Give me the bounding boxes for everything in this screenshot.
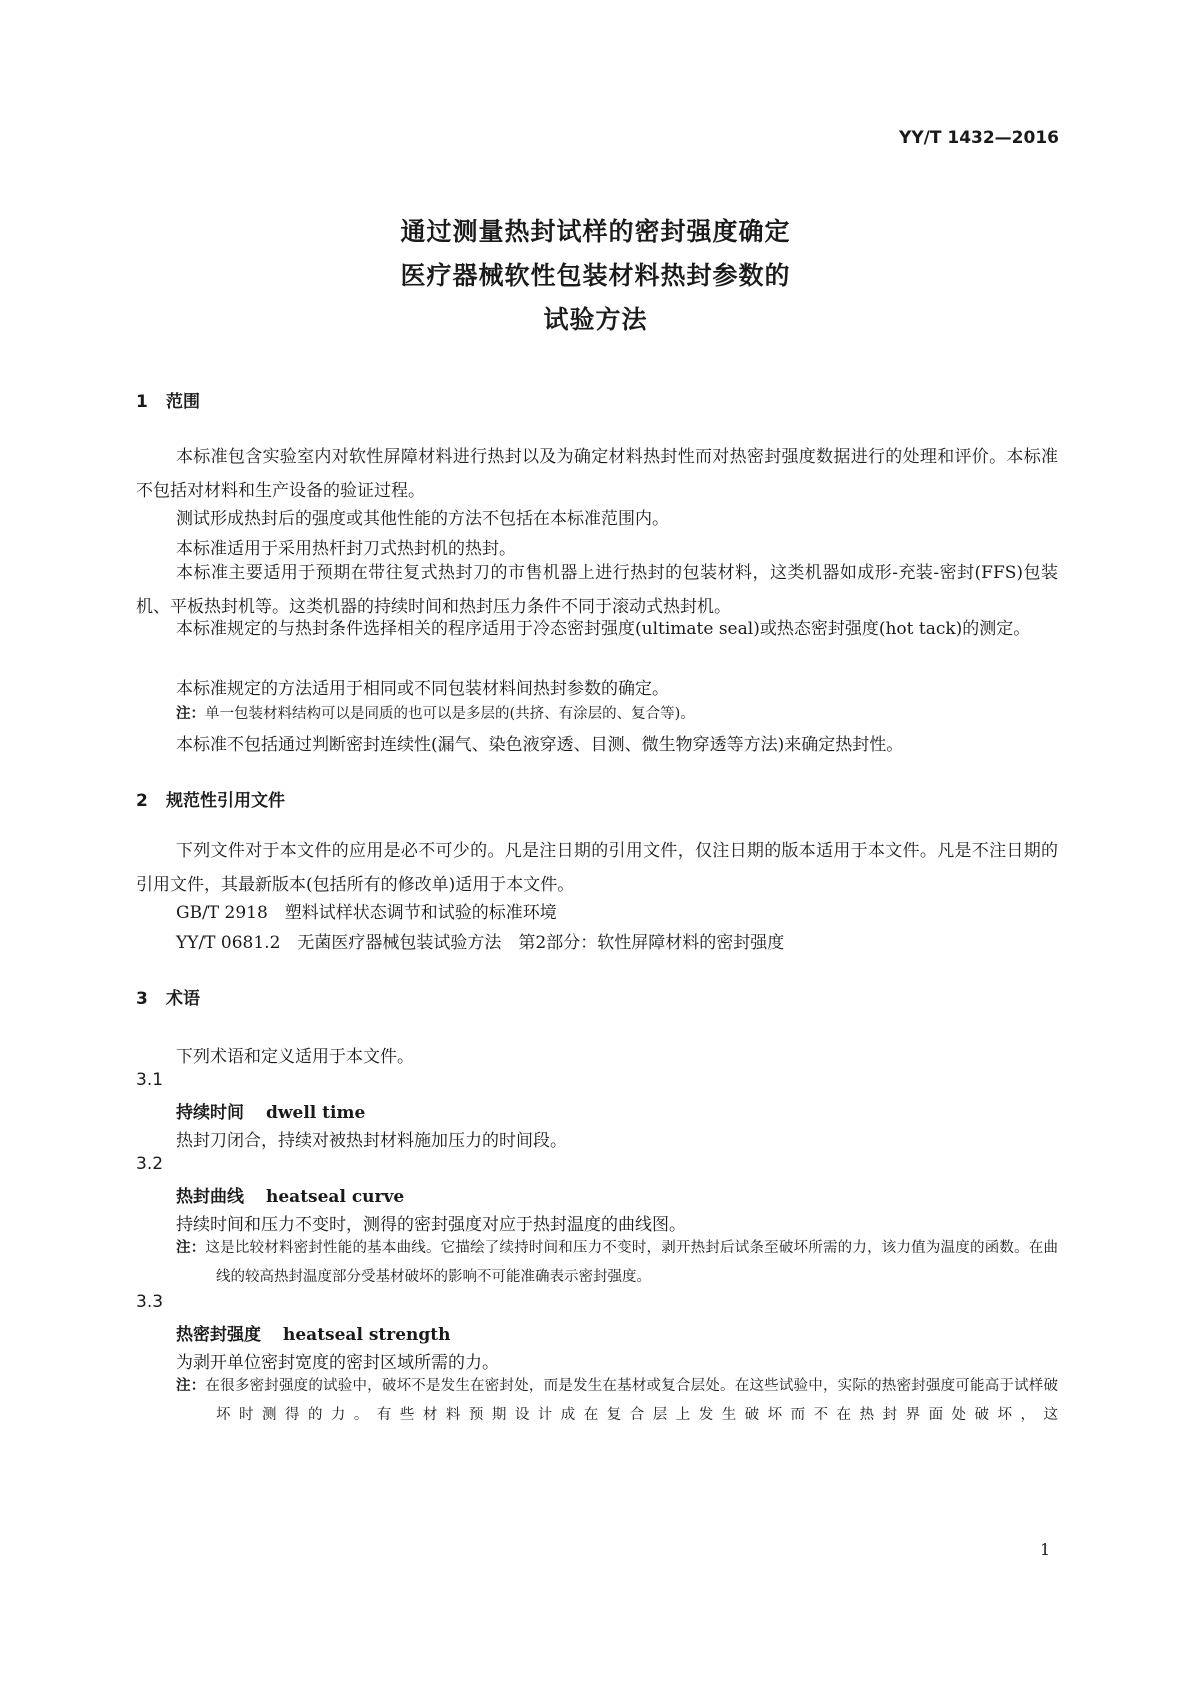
title-line-2: 医疗器械软性包装材料热封参数的 [400,261,791,290]
term-3-1 [176,1098,365,1123]
term-en: heatseal curve [266,1187,405,1207]
term-3-1-definition: 热封刀闭合，持续对被热封材料施加压力的时间段。 [176,1131,567,1151]
section-1-paragraph-2: 测试形成热封后的强度或其他性能的方法不包括在本标准范围内。 [176,509,669,529]
reference-1: GB/T 2918 塑料试样状态调节和试验的标准环境 [176,903,557,923]
section-1-paragraph-3: 本标准适用于采用热杆封刀式热封机的热封。 [176,539,516,559]
section-title: 规范性引用文件 [166,791,285,811]
section-1-paragraph-7: 本标准不包括通过判断密封连续性(漏气、染色液穿透、目测、微生物穿透等方法)来确定热封性。 [176,735,904,755]
note-text: 单一包装材料结构可以是同质的也可以是多层的(共挤、有涂层的、复合等)。 [205,706,695,722]
section-3-intro: 下列术语和定义适用于本文件。 [176,1047,414,1067]
term-zh: 热封曲线 [176,1187,244,1207]
section-title: 术语 [166,989,200,1009]
note-label: 注： [176,1240,206,1256]
term-3-3-definition: 为剥开单位密封宽度的密封区域所需的力。 [176,1353,499,1373]
note-label: 注： [176,706,205,722]
section-1-paragraph-4: 本标准主要适用于预期在带往复式热封刀的市售机器上进行热封的包装材料，这类机器如成形-充装-密封(FFS)包装机、平板热封机等。这类机器的持续时间和热封压力条件不同于滚动式热封机。 [136,563,1058,617]
term-en: heatseal strength [283,1325,451,1345]
section-1-paragraph-5: 本标准规定的与热封条件选择相关的程序适用于冷态密封强度(ultimate seal)或热态密封强度(hot tack)的测定。 [176,619,1031,639]
term-3-1-number: 3.1 [136,1070,164,1090]
section-3-heading [136,984,200,1009]
term-3-2-number: 3.2 [136,1154,164,1174]
term-3-2-note [176,1234,1058,1292]
term-3-2-definition: 持续时间和压力不变时，测得的密封强度对应于热封温度的曲线图。 [176,1215,686,1235]
section-1-note [176,702,695,723]
standard-code: YY/T 1432—2016 [899,128,1059,148]
reference-2: YY/T 0681.2 无菌医疗器械包装试验方法 第2部分：软性屏障材料的密封强度 [176,933,785,953]
title-line-3: 试验方法 [543,305,648,334]
term-zh: 持续时间 [176,1103,244,1123]
term-3-3 [176,1320,450,1345]
section-2-paragraph-1: 下列文件对于本文件的应用是必不可少的。凡是注日期的引用文件，仅注日期的版本适用于本文件。凡是不注日期的引用文件，其最新版本(包括所有的修改单)适用于本文件。 [136,841,1058,895]
section-1-heading [136,387,200,412]
section-number: 2 [136,791,148,811]
title-line-1: 通过测量热封试样的密封强度确定 [400,217,791,246]
section-number: 3 [136,989,148,1009]
note-text: 这是比较材料密封性能的基本曲线。它描绘了续持时间和压力不变时，剥开热封后试条至破坏所需的力，该力值为温度的函数。在曲线的较高热封温度部分受基材破坏的影响不可能准确表示密封强度。 [205,1240,1059,1285]
section-1-paragraph-1: 本标准包含实验室内对软性屏障材料进行热封以及为确定材料热封性而对热密封强度数据进行的处理和评价。本标准不包括对材料和生产设备的验证过程。 [136,447,1058,501]
term-en: dwell time [266,1103,366,1123]
section-title: 范围 [166,392,200,412]
term-3-2 [176,1182,404,1207]
section-1-paragraph-6: 本标准规定的方法适用于相同或不同包装材料间热封参数的确定。 [176,679,669,699]
term-zh: 热密封强度 [176,1325,261,1345]
page-number: 1 [1040,1540,1051,1559]
section-2-heading [136,786,285,811]
term-3-3-number: 3.3 [136,1292,164,1312]
note-text: 在很多密封强度的试验中，破坏不是发生在密封处，而是发生在基材或复合层处。在这些试验中，实际的热密封强度可能高于试样破坏时测得的力。有些材料预期设计成在复合层上发生破坏而不在热封界面处破坏，这 [205,1378,1059,1423]
term-3-3-note [176,1372,1058,1430]
note-label: 注： [176,1378,206,1394]
section-number: 1 [136,392,148,412]
